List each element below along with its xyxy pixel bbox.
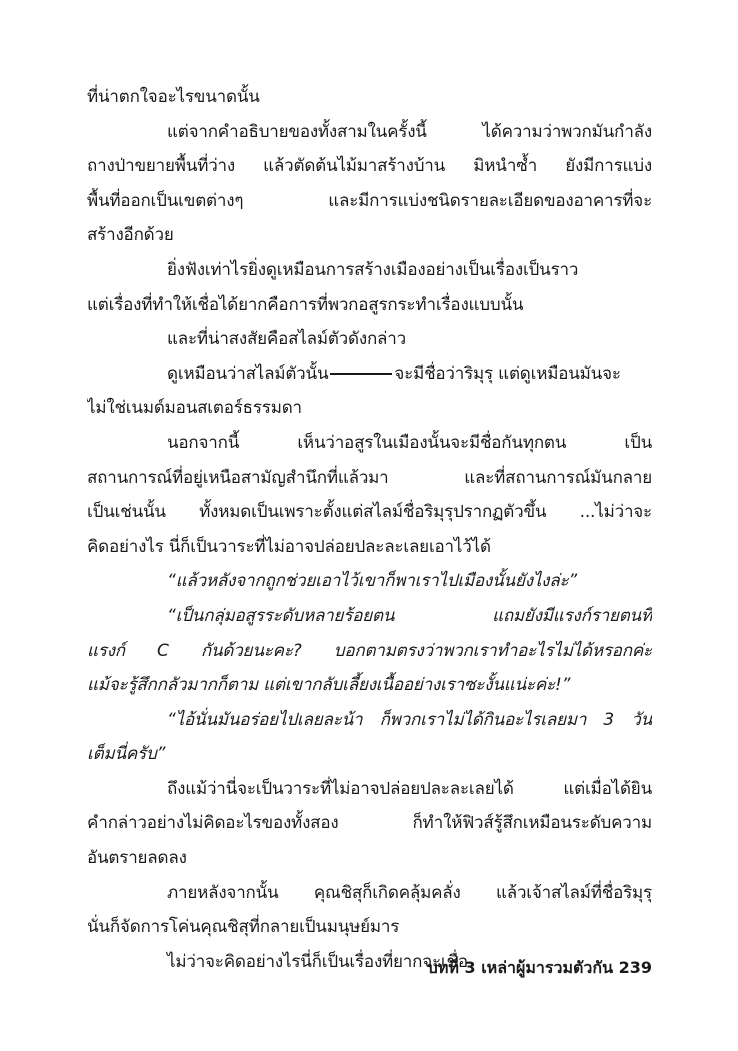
text-line: พื้นที่ออกเป็นเขตต่างๆ และมีการแบ่งชนิดรายละเอียดของอาคารที่จะ [87, 190, 652, 211]
dialogue-line: แม้จะรู้สึกกลัวมากก็ตาม แต่เขากลับเลี้ยงเนื้ออย่างเราซะงั้นแน่ะค่ะ!” [87, 675, 571, 696]
text-line: นอกจากนี้ เห็นว่าอสูรในเมืองนั้นจะมีชื่อกันทุกตน เป็น [167, 432, 652, 453]
text-line: เป็นเช่นนั้น ทั้งหมดเป็นเพราะตั้งแต่สไลม์ชื่อริมุรุปรากฏตัวขึ้น ...ไม่ว่าจะ [87, 502, 652, 523]
dialogue-line: เต็มนี่ครับ” [87, 744, 166, 765]
text-line: คำกล่าวอย่างไม่คิดอะไรของทั้งสอง ก็ทำให้ฟิวส์รู้สึกเหมือนระดับความ [87, 813, 652, 834]
dialogue-line: แรงก์ C กันด้วยนะคะ? บอกตามตรงว่าพวกเราทำอะไรไม่ได้หรอกค่ะ [87, 640, 652, 661]
text-line-with-dash [87, 357, 652, 392]
text-line: ยิ่งฟังเท่าไรยิ่งดูเหมือนการสร้างเมืองอย่างเป็นเรื่องเป็นราว [167, 259, 579, 280]
text-line: สร้างอีกด้วย [87, 225, 174, 246]
dialogue-line: “ไอ้นั่นมันอร่อยไปเลยละน้า ก็พวกเราไม่ได้กินอะไรเลยมา 3 วัน [167, 709, 652, 730]
text-line: คิดอย่างไร นี่ก็เป็นวาระที่ไม่อาจปล่อยปละละเลยเอาไว้ได้ [87, 536, 491, 557]
text-line: สถานการณ์ที่อยู่เหนือสามัญสำนึกที่แล้วมา และที่สถานการณ์มันกลาย [87, 467, 652, 488]
text-line: แต่จากคำอธิบายของทั้งสามในครั้งนี้ ได้ความว่าพวกมันกำลัง [167, 121, 652, 142]
text-line: และที่น่าสงสัยคือสไลม์ตัวดังกล่าว [167, 329, 406, 350]
text-line: นั่นก็จัดการโค่นคุณชิสุที่กลายเป็นมนุษย์มาร [87, 917, 400, 938]
text-line: ถางป่าขยายพื้นที่ว่าง แล้วตัดต้นไม้มาสร้างบ้าน มิหนำซ้ำ ยังมีการแบ่ง [87, 156, 652, 177]
text-line: ที่น่าตกใจอะไรขนาดนั้น [87, 87, 260, 107]
em-dash [330, 373, 392, 375]
text-segment: จะมีชื่อว่าริมุรุ แต่ดูเหมือนมันจะ [394, 363, 621, 384]
body-text [87, 80, 652, 979]
text-line: แต่เรื่องที่ทำให้เชื่อได้ยากคือการที่พวกอสูรกระทำเรื่องแบบนั้น [87, 294, 524, 315]
text-line: ถึงแม้ว่านี่จะเป็นวาระที่ไม่อาจปล่อยปละละเลยได้ แต่เมื่อได้ยิน [167, 778, 652, 799]
dialogue-line: “เป็นกลุ่มอสูรระดับหลายร้อยตน แถมยังมีแรงก์รายตนที่ [167, 605, 652, 626]
text-line: ไม่ว่าจะคิดอย่างไรนี่ก็เป็นเรื่องที่ยากจะเชื่อ [167, 951, 468, 972]
text-segment: ดูเหมือนว่าสไลม์ตัวนั้น [167, 363, 329, 384]
page-footer: บทที่ 3 เหล่าผู้มารวมตัวกัน 239 [427, 958, 652, 977]
dialogue-line: “แล้วหลังจากถูกช่วยเอาไว้เขาก็พาเราไปเมืองนั้นยังไงล่ะ” [167, 571, 578, 592]
text-line: ภายหลังจากนั้น คุณชิสุก็เกิดคลุ้มคลั่ง แล้วเจ้าสไลม์ที่ชื่อริมุรุ [167, 882, 652, 903]
text-line: ไม่ใช่เนมด์มอนสเตอร์ธรรมดา [87, 398, 302, 419]
text-line: อันตรายลดลง [87, 848, 187, 869]
